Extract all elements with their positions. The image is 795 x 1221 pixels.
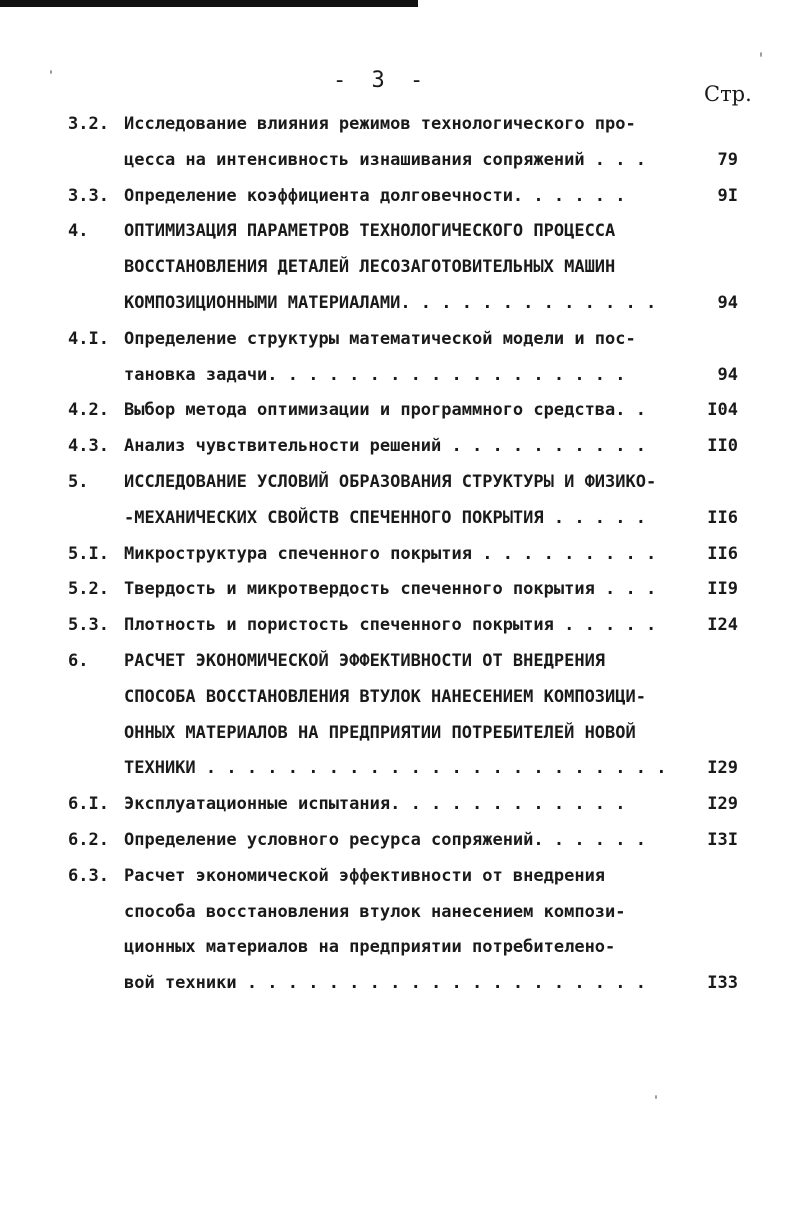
toc-entry-number: 6. [68, 651, 89, 671]
toc-line [0, 428, 795, 464]
toc-page-number: II9 [707, 579, 738, 600]
toc-entry-text: Эксплуатационные испытания. . . . . . . . . . . . [124, 794, 626, 815]
toc-entry-number: 6.I. [68, 794, 109, 815]
toc-entry-number: 3.2. [68, 114, 109, 134]
toc-entry-text: Расчет экономической эффективности от внедрения [124, 865, 606, 886]
toc-line [0, 536, 795, 572]
toc-entry-number: 3.3. [68, 185, 109, 206]
toc-entry-text: -МЕХАНИЧЕСКИХ СВОЙСТВ СПЕЧЕННОГО ПОКРЫТИЯ . . . . . [124, 507, 646, 528]
toc-entry-number: 5.I. [68, 543, 109, 564]
toc-line [0, 249, 795, 285]
toc-line [0, 679, 795, 715]
toc-entry-text: ИССЛЕДОВАНИЕ УСЛОВИЙ ОБРАЗОВАНИЯ СТРУКТУРЫ И ФИЗИКО- [124, 472, 657, 492]
toc-line [0, 607, 795, 643]
toc-entry-number: 5. [68, 472, 89, 492]
toc-line [0, 106, 795, 142]
toc-entry-text: вой техники . . . . . . . . . . . . . . . . . . . . [124, 973, 646, 994]
toc-page-number: II0 [707, 436, 738, 457]
toc-entry-number: 5.3. [68, 615, 109, 636]
toc-page-number: 94 [717, 364, 738, 385]
toc-entry-number: 6.2. [68, 830, 109, 850]
toc-line [0, 858, 795, 894]
toc-entry-text: ВОССТАНОВЛЕНИЯ ДЕТАЛЕЙ ЛЕСОЗАГОТОВИТЕЛЬНЫХ МАШИН [124, 257, 616, 278]
toc-line [0, 643, 795, 679]
page-number: - 3 - [333, 68, 430, 93]
toc-line [0, 213, 795, 249]
scan-speck [760, 52, 762, 57]
toc-page-number: 94 [717, 293, 738, 313]
toc-line [0, 142, 795, 178]
page-column-label: Стр. [704, 82, 752, 106]
toc-page-number: II6 [707, 543, 738, 564]
toc-entry-text: Исследование влияния режимов технологического про- [124, 114, 636, 134]
toc-page-number: I29 [707, 758, 738, 779]
scan-speck [655, 1095, 657, 1099]
toc-entry-number: 6.3. [68, 865, 109, 886]
toc-line [0, 750, 795, 786]
toc-line [0, 392, 795, 428]
toc-page-number: I04 [707, 400, 738, 421]
toc-line [0, 357, 795, 393]
toc-page-number: I33 [707, 973, 738, 994]
toc-line [0, 178, 795, 214]
toc-entry-text: ОПТИМИЗАЦИЯ ПАРАМЕТРОВ ТЕХНОЛОГИЧЕСКОГО ПРОЦЕССА [124, 221, 616, 242]
toc-entry-text: цесса на интенсивность изнашивания сопряжений . . . [124, 149, 646, 170]
toc-entry-text: Выбор метода оптимизации и программного средства. . [124, 400, 646, 421]
scan-speck [50, 70, 52, 74]
toc-line [0, 965, 795, 1001]
toc-line [0, 894, 795, 930]
toc-entry-text: СПОСОБА ВОССТАНОВЛЕНИЯ ВТУЛОК НАНЕСЕНИЕМ КОМПОЗИЦИ- [124, 686, 646, 707]
toc-entry-text: Определение структуры математической модели и пос- [124, 328, 636, 349]
toc-entry-text: Анализ чувствительности решений . . . . . . . . . . [124, 436, 646, 457]
toc-entry-text: РАСЧЕТ ЭКОНОМИЧЕСКОЙ ЭФФЕКТИВНОСТИ ОТ ВНЕДРЕНИЯ [124, 651, 606, 671]
toc-entry-text: ТЕХНИКИ . . . . . . . . . . . . . . . . . . . . . . . [124, 758, 667, 779]
toc-entry-text: ционных материалов на предприятии потребителено- [124, 937, 616, 958]
toc-line [0, 929, 795, 965]
toc-entry-number: 4.I. [68, 328, 109, 349]
toc-entry-text: Плотность и пористость спеченного покрытия . . . . . [124, 615, 657, 636]
toc-page-number: 9I [717, 185, 738, 206]
toc-entry-text: тановка задачи. . . . . . . . . . . . . . . . . . [124, 364, 626, 385]
toc-line [0, 822, 795, 858]
toc-entry-text: Определение условного ресурса сопряжений. . . . . . [124, 830, 646, 850]
toc-entry-text: Микроструктура спеченного покрытия . . . . . . . . . [124, 543, 657, 564]
toc-page-number: I24 [707, 615, 738, 636]
toc-entry-number: 4. [68, 221, 89, 242]
toc-entry-number: 5.2. [68, 579, 109, 600]
toc-line [0, 571, 795, 607]
toc-page-number: II6 [707, 507, 738, 528]
toc-entry-text: Твердость и микротвердость спеченного покрытия . . . [124, 579, 657, 600]
toc-line [0, 786, 795, 822]
toc-line [0, 715, 795, 751]
toc-page-number: I3I [707, 830, 738, 850]
toc-line [0, 500, 795, 536]
toc-line [0, 285, 795, 321]
toc-page-number: 79 [717, 149, 738, 170]
toc-entry-text: КОМПОЗИЦИОННЫМИ МАТЕРИАЛАМИ. . . . . . . . . . . . . [124, 293, 657, 313]
toc-entry-text: способа восстановления втулок нанесением компози- [124, 901, 626, 922]
toc-page-number: I29 [707, 794, 738, 815]
toc-entry-number: 4.3. [68, 436, 109, 457]
toc-entry-text: Определение коэффициента долговечности. . . . . . [124, 185, 626, 206]
scan-edge-bar [0, 0, 418, 7]
toc-line [0, 464, 795, 500]
toc-entry-text: ОННЫХ МАТЕРИАЛОВ НА ПРЕДПРИЯТИИ ПОТРЕБИТЕЛЕЙ НОВОЙ [124, 722, 636, 743]
toc-entry-number: 4.2. [68, 400, 109, 421]
toc-line [0, 321, 795, 357]
